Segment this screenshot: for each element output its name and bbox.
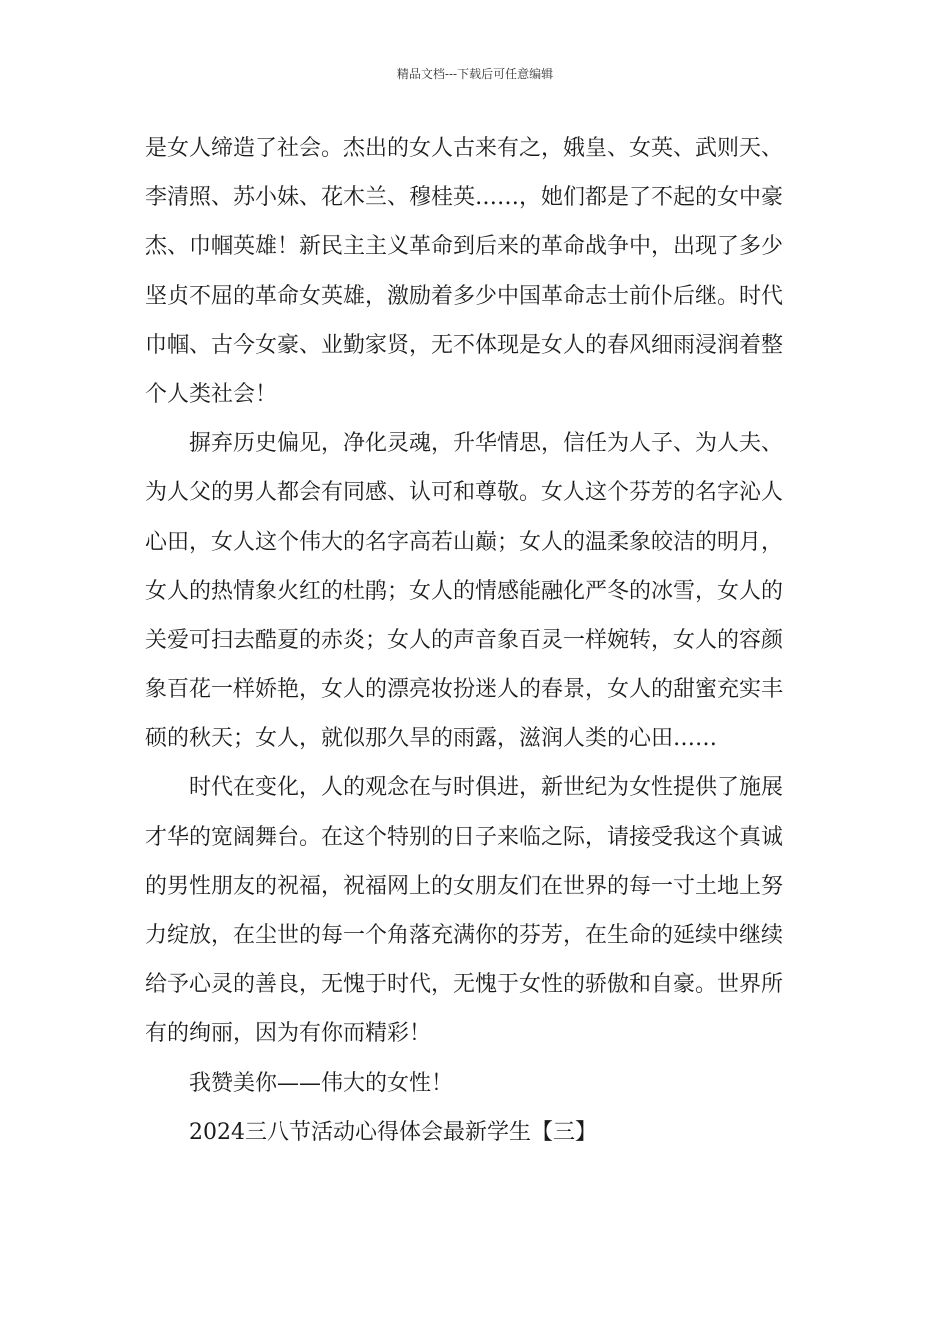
text-line: 2024三八节活动心得体会最新学生【三】 [189, 1119, 597, 1145]
text-line: 李清照、苏小妹、花木兰、穆桂英……，她们都是了不起的女中豪 [145, 185, 784, 211]
text-line: 时代在变化，人的观念在与时俱进，新世纪为女性提供了施展 [189, 775, 784, 801]
text-line: 坚贞不屈的革命女英雄，激励着多少中国革命志士前仆后继。时代 [145, 283, 784, 309]
text-line: 象百花一样娇艳，女人的漂亮妆扮迷人的春景，女人的甜蜜充实丰 [145, 677, 784, 703]
text-line: 是女人缔造了社会。杰出的女人古来有之，娥皇、女英、武则天、 [145, 136, 784, 161]
text-line: 为人父的男人都会有同感、认可和尊敬。女人这个芬芳的名字沁人 [145, 480, 784, 506]
text-line: 心田，女人这个伟大的名字高若山巅；女人的温柔象皎洁的明月， [145, 529, 784, 555]
text-line: 巾帼、古今女豪、业勤家贤，无不体现是女人的春风细雨浸润着整 [145, 332, 784, 358]
text-line: 关爱可扫去酷夏的赤炎；女人的声音象百灵一样婉转，女人的容颜 [145, 627, 784, 653]
text-line: 有的绚丽，因为有你而精彩！ [145, 1021, 432, 1047]
text-line: 我赞美你——伟大的女性！ [189, 1070, 454, 1096]
text-line: 力绽放，在尘世的每一个角落充满你的芬芳，在生命的延续中继续 [145, 923, 784, 948]
text-line: 硕的秋天；女人，就似那久旱的雨露，滋润人类的心田…… [145, 726, 718, 752]
text-line: 个人类社会！ [145, 381, 278, 407]
text-line: 杰、巾帼英雄！新民主主义革命到后来的革命战争中，出现了多少 [145, 234, 784, 260]
text-line: 给予心灵的善良，无愧于时代，无愧于女性的骄傲和自豪。世界所 [145, 972, 784, 998]
section-heading [145, 1108, 811, 1157]
text-line: 女人的热情象火红的杜鹃；女人的情感能融化严冬的冰雪，女人的 [145, 578, 784, 604]
document-body [145, 124, 811, 1157]
text-line: 摒弃历史偏见，净化灵魂，升华情思，信任为人子、为人夫、 [189, 431, 784, 457]
paragraph [145, 124, 811, 419]
page-header: 精品文档---下载后可任意编辑 [396, 67, 554, 81]
paragraph [145, 763, 811, 1058]
text-line: 的男性朋友的祝福，祝福网上的女朋友们在世界的每一寸土地上努 [145, 873, 784, 899]
paragraph [145, 1059, 811, 1108]
paragraph [145, 419, 811, 763]
text-line: 才华的宽阔舞台。在这个特别的日子来临之际，请接受我这个真诚 [145, 824, 784, 850]
